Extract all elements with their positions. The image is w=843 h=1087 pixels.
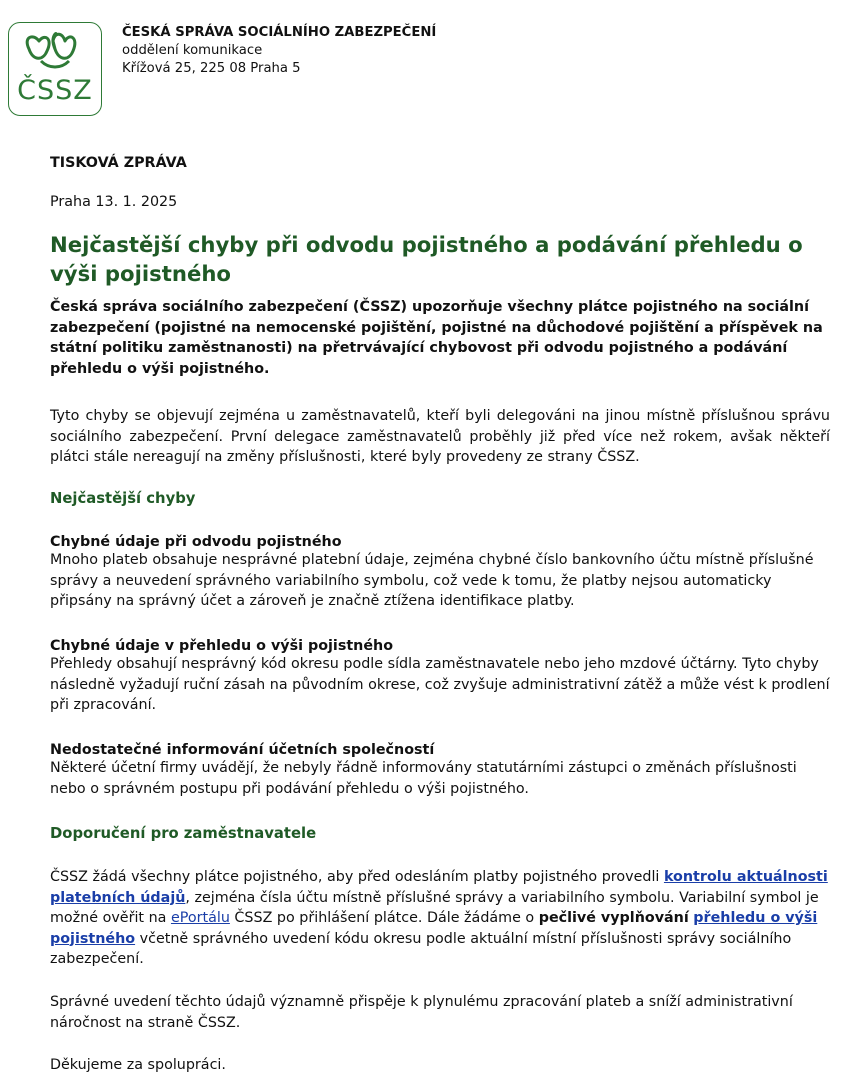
error-item-title: Nedostatečné informování účetních společností	[50, 742, 435, 758]
org-name: ČESKÁ SPRÁVA SOCIÁLNÍHO ZABEZPEČENÍ	[122, 25, 437, 40]
intro-paragraph: Tyto chyby se objevují zejména u zaměstnavatelů, kteří byli delegováni na jinou místně příslušnou správu sociálního zabezpečení. První delegace zaměstnavatelů proběhly již před více než rokem, avšak někteří plátci stále nereagují na změny příslušnosti, které byly provedeny ze strany ČSSZ.	[50, 408, 830, 465]
text-segment: , zejména čísla účtu místně příslušné správy a variabilního symbolu. Variabilní symbol je možné ověřit na	[50, 889, 819, 926]
org-department: oddělení komunikace	[122, 43, 263, 58]
error-item-text: Mnoho plateb obsahuje nesprávné platební údaje, zejména chybné číslo bankovního účtu místně příslušné správy a neuvedení správného variabilního symbolu, což vede k tomu, že platby nejsou automaticky připsány na správný účet a zároveň je značně ztížena identifikace platby.	[50, 552, 814, 609]
recommendations-heading: Doporučení pro zaměstnavatele	[50, 825, 317, 842]
payment-details-check-link[interactable]: kontrolu aktuálnosti platebních údajů	[50, 869, 828, 906]
leaves-logo-icon	[19, 31, 91, 75]
org-address: Křížová 25, 225 08 Praha 5	[122, 61, 301, 76]
text-segment: ČSSZ po přihlášení plátce. Dále žádáme o	[229, 910, 539, 926]
errors-heading: Nejčastější chyby	[50, 490, 196, 507]
closing-paragraph: Správné uvedení těchto údajů významně přispěje k plynulému zpracování plateb a sníží administrativní náročnost na straně ČSSZ.	[50, 994, 793, 1031]
eportal-link[interactable]: ePortálu	[170, 910, 230, 926]
error-item-title: Chybné údaje při odvodu pojistného	[50, 534, 342, 550]
insurance-overview-link[interactable]: přehledu o výši pojistného	[50, 910, 818, 947]
organization-block	[122, 24, 436, 78]
emphasis-text: pečlivé vyplňování	[538, 910, 689, 926]
error-item-text: Přehledy obsahují nesprávný kód okresu podle sídla zaměstnavatele nebo jeho mzdové účtárny. Tyto chyby následně vyžadují ruční zásah na původním okrese, což zvyšuje administrativní zátěž a může vést k prodlení při zpracování.	[50, 656, 830, 713]
error-item	[50, 638, 830, 716]
document-kind: TISKOVÁ ZPRÁVA	[50, 155, 187, 171]
text-segment: ČSSZ žádá všechny plátce pojistného, aby před odesláním platby pojistného provedli	[50, 869, 664, 885]
page-title: Nejčastější chyby při odvodu pojistného a podávání přehledu o výši pojistného	[50, 232, 803, 286]
recommendation-paragraph	[50, 867, 830, 970]
cssz-logo	[8, 22, 102, 116]
error-item	[50, 742, 830, 799]
error-item-title: Chybné údaje v přehledu o výši pojistného	[50, 638, 394, 654]
lead-paragraph: Česká správa sociálního zabezpečení (ČSSZ) upozorňuje všechny plátce pojistného na sociální zabezpečení (pojistné na nemocenské pojištění, pojistné na důchodové pojištění a příspěvek na státní politiku zaměstnanosti) na přetrvávající chybovost při odvodu pojistného a podávání přehledu o výši pojistného.	[50, 299, 823, 377]
thanks-text: Děkujeme za spolupráci.	[50, 1057, 226, 1073]
logo-text: ČSSZ	[17, 75, 93, 106]
document-date: Praha 13. 1. 2025	[50, 194, 178, 210]
error-item-text: Některé účetní firmy uvádějí, že nebyly řádně informovány statutárními zástupci o změnách příslušnosti nebo o správném postupu při podávání přehledu o výši pojistného.	[50, 760, 797, 797]
error-item	[50, 534, 830, 612]
text-segment: včetně správného uvedení kódu okresu podle aktuální místní příslušnosti správy sociálního zabezpečení.	[50, 930, 792, 967]
